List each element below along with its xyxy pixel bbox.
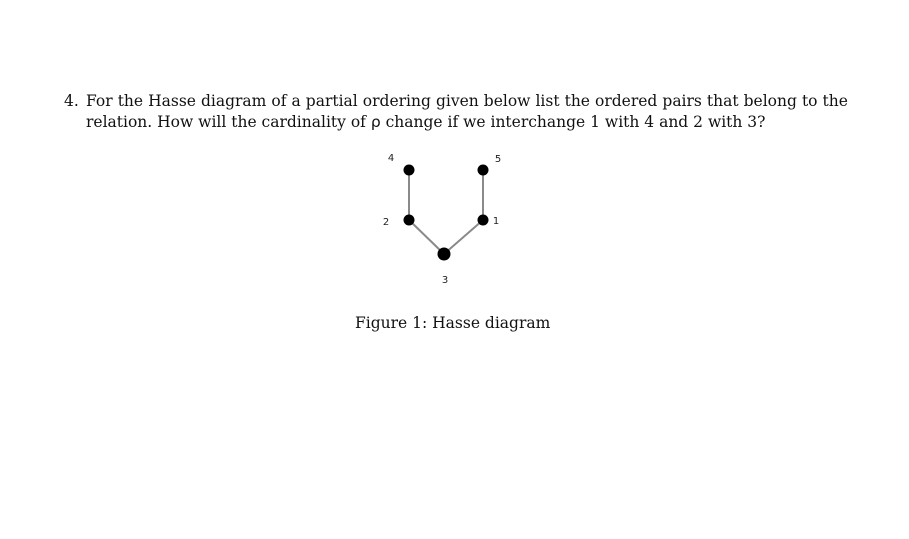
hasse-diagram-svg — [370, 148, 520, 290]
rho-symbol: ρ — [370, 113, 381, 131]
node-1 — [478, 215, 489, 226]
problem-word: to — [801, 92, 818, 110]
problem-statement — [64, 91, 848, 133]
problem-line-2 — [64, 112, 848, 133]
problem-word: given — [435, 92, 479, 110]
problem-word: below — [483, 92, 531, 110]
edge-3-2 — [409, 220, 444, 254]
problem-line-1-words — [86, 91, 848, 112]
figure-caption-label: Figure 1: — [355, 314, 428, 332]
problem-word: ordering — [362, 92, 431, 110]
problem-word: Hasse — [148, 92, 196, 110]
node-label-1: 1 — [492, 216, 500, 227]
node-label-3: 3 — [441, 275, 449, 286]
problem-line-1 — [64, 91, 848, 112]
problem-word: of — [271, 92, 287, 110]
problem-word: a — [291, 92, 301, 110]
problem-word: partial — [305, 92, 358, 110]
node-label-2: 2 — [382, 217, 390, 228]
problem-word: diagram — [200, 92, 267, 110]
problem-text-before-rho: relation. How will the cardinality of — [86, 113, 371, 131]
problem-word: pairs — [662, 92, 702, 110]
problem-word: ordered — [595, 92, 658, 110]
node-label-4: 4 — [387, 153, 395, 164]
hasse-diagram — [370, 148, 520, 290]
problem-word: the — [117, 92, 144, 110]
node-4 — [404, 165, 415, 176]
edges — [409, 170, 483, 254]
figure-caption — [355, 314, 550, 332]
problem-word: list — [535, 92, 560, 110]
problem-text-after-rho: change if we interchange 1 with 4 and 2 with 3? — [380, 113, 766, 131]
figure-caption-text: Hasse diagram — [432, 314, 551, 332]
node-2 — [404, 215, 415, 226]
problem-word: the — [822, 92, 848, 110]
edge-3-1 — [444, 220, 483, 254]
problem-word: that — [706, 92, 739, 110]
problem-word: the — [564, 92, 590, 110]
problem-number: 4. — [64, 92, 79, 110]
node-5 — [478, 165, 489, 176]
node-3 — [438, 248, 451, 261]
problem-word: For — [86, 92, 113, 110]
problem-word: belong — [743, 92, 797, 110]
nodes — [404, 165, 489, 261]
node-label-5: 5 — [494, 154, 502, 165]
